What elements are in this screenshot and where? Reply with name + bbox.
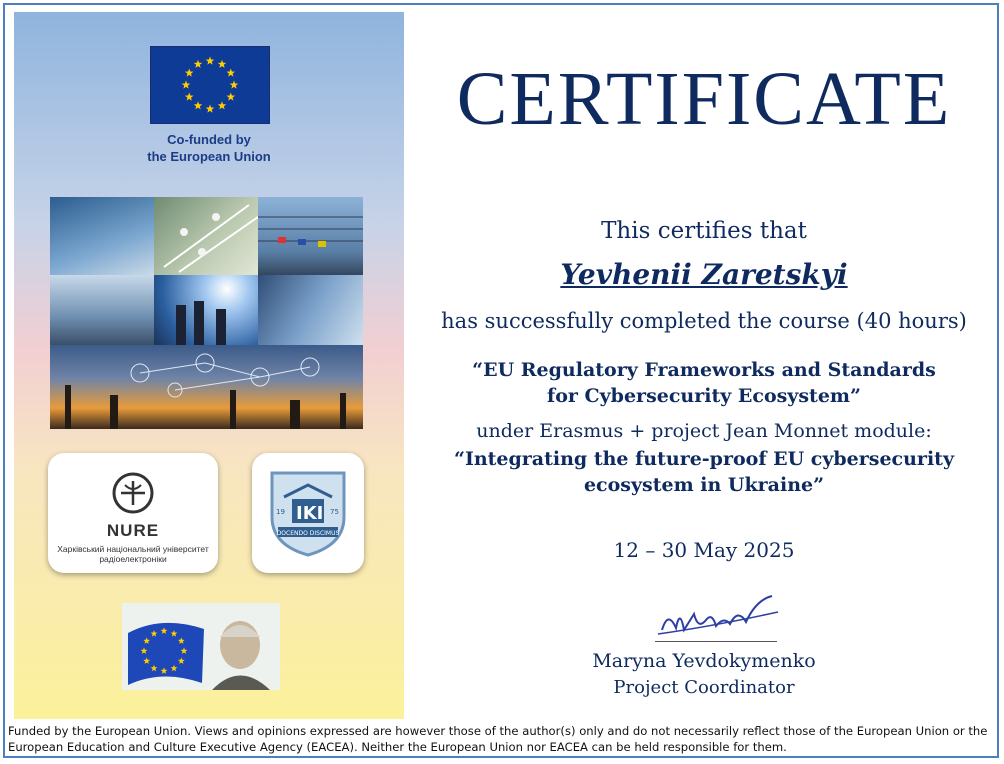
course-dates: 12 – 30 May 2025 <box>613 538 795 562</box>
eu-star-icon <box>194 60 203 68</box>
nure-subtitle <box>54 544 212 564</box>
eu-star-icon <box>206 57 215 65</box>
eu-star-icon <box>230 81 239 89</box>
cofunded-line2: the European Union <box>147 149 271 164</box>
airport-aerial-image <box>154 197 258 275</box>
signature-line <box>655 641 777 642</box>
refinery-network-image <box>50 345 363 429</box>
photo-collage <box>50 197 363 429</box>
terminal-image <box>50 275 154 345</box>
recipient-name: Yevhenii Zaretskyi <box>560 258 848 291</box>
eu-star-icon <box>218 60 227 68</box>
sidebar-panel <box>14 12 404 719</box>
eu-star-icon <box>185 69 194 77</box>
emblem-logo-card <box>252 453 364 573</box>
emblem-year-left: 19 <box>276 508 285 516</box>
module-title-line2: ecosystem in Ukraine” <box>583 474 825 496</box>
eu-star-icon <box>218 101 227 109</box>
course-title-line1: “EU Regulatory Frameworks and Standards <box>472 359 936 381</box>
course-title-line2: for Cybersecurity Ecosystem” <box>547 385 861 407</box>
cofunded-label <box>94 131 324 165</box>
eu-star-icon <box>227 93 236 101</box>
module-title <box>404 446 1004 498</box>
eu-star-icon <box>206 105 215 113</box>
footer-line2: European Education and Culture Executive Agency (EACEA). Neither the European Union nor EACEA can be held responsible for them. <box>8 740 787 754</box>
svg-text:IKI: IKI <box>296 503 324 524</box>
office-building-image <box>50 197 154 275</box>
certifies-text: This certifies that <box>601 218 807 244</box>
certificate-title: CERTIFICATE <box>456 57 952 141</box>
eu-star-icon <box>227 69 236 77</box>
footer-disclaimer <box>8 723 998 755</box>
jean-monnet-portrait <box>122 603 280 690</box>
emblem-motto: DOCENDO DISCIMUS <box>276 530 340 537</box>
signatory-role: Project Coordinator <box>613 677 795 698</box>
eu-flag-icon <box>150 46 270 124</box>
program-text: under Erasmus + project Jean Monnet module: <box>476 420 932 442</box>
module-title-line1: “Integrating the future-proof EU cybersecurity <box>454 448 954 470</box>
emblem-year-right: 75 <box>330 508 339 516</box>
signatory-name: Maryna Yevdokymenko <box>592 650 816 672</box>
nure-logo-card <box>48 453 218 573</box>
footer-line1: Funded by the European Union. Views and opinions expressed are however those of the author(s) only and do not necessarily reflect those of the European Union or the <box>8 724 988 738</box>
eu-star-icon <box>185 93 194 101</box>
completion-text: has successfully completed the course (40 hours) <box>441 309 967 333</box>
nure-logo-icon <box>111 471 155 515</box>
shield-emblem-icon <box>266 467 350 559</box>
nure-subtitle-line1: Харківський національний університет <box>57 544 209 554</box>
power-plant-image <box>154 275 258 345</box>
nure-title: NURE <box>106 521 160 540</box>
nure-subtitle-line2: радіоелектроніки <box>99 554 167 564</box>
eu-parliament-image <box>258 197 363 275</box>
skyscraper-image <box>258 275 363 345</box>
eu-star-icon <box>194 101 203 109</box>
cofunded-line1: Co-funded by <box>167 132 251 147</box>
course-title <box>404 357 1004 409</box>
signature-icon <box>654 590 784 642</box>
eu-star-icon <box>182 81 191 89</box>
